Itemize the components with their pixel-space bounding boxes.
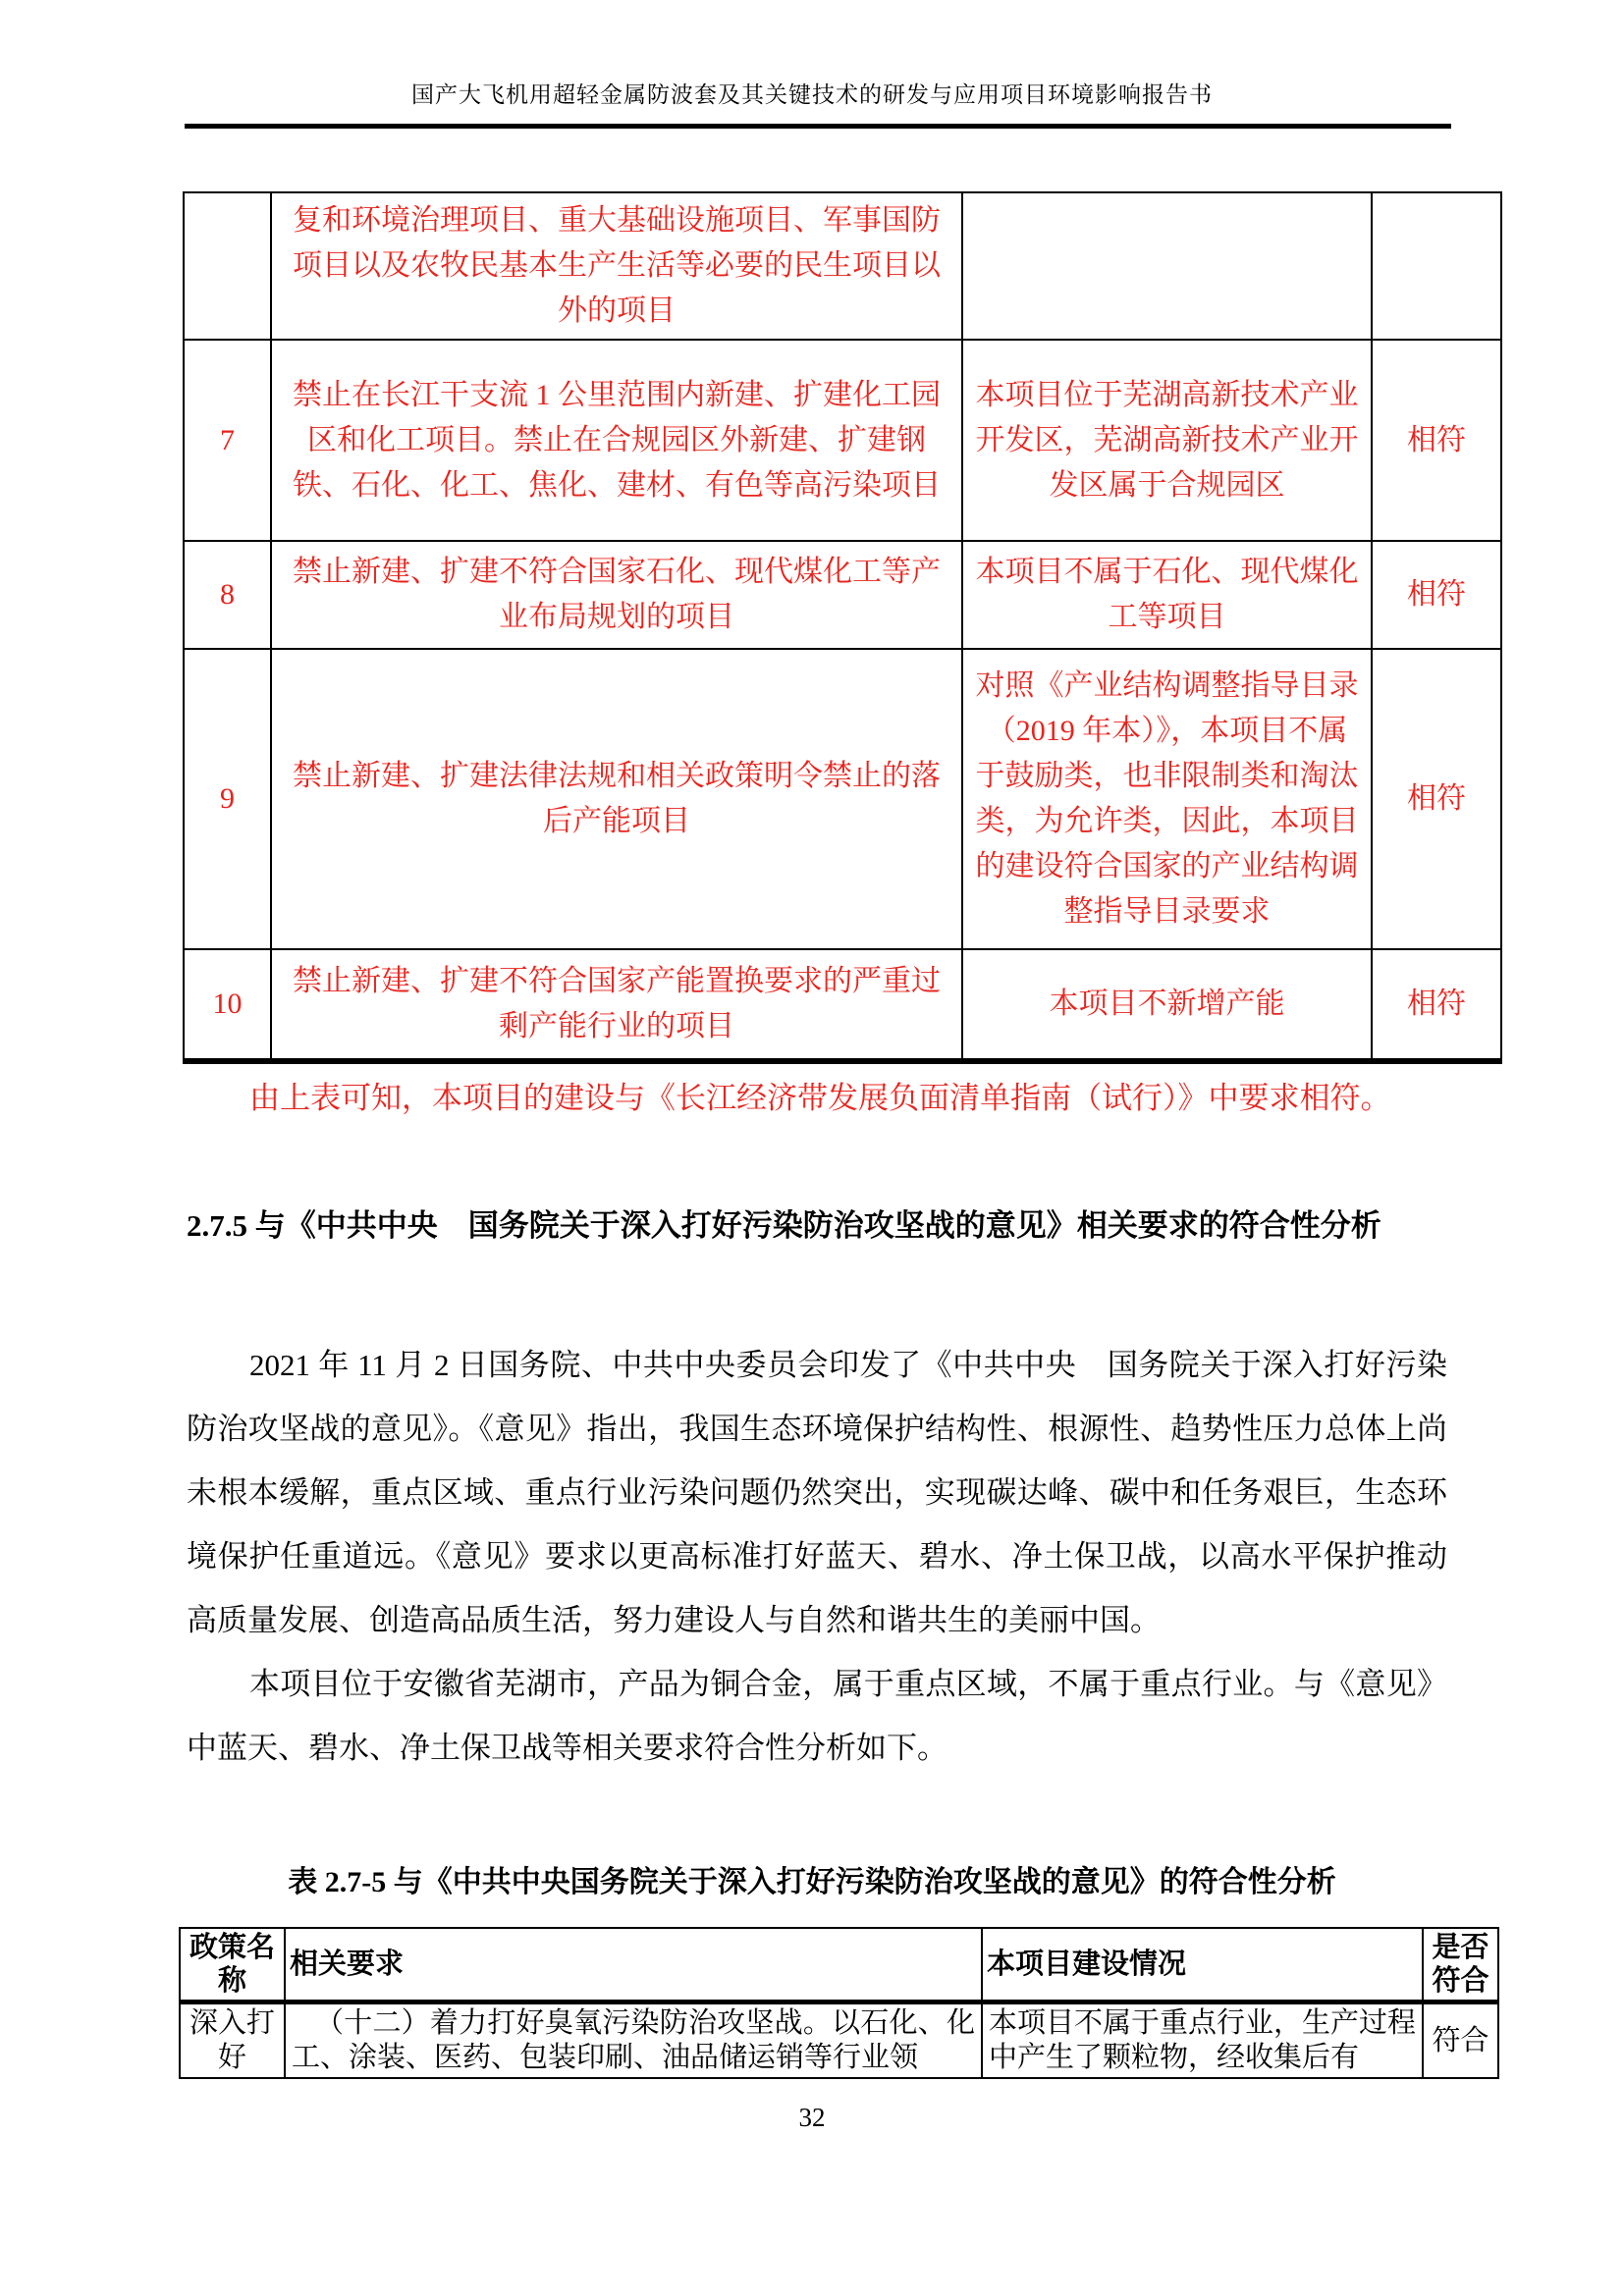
situation-cell: 本项目位于芜湖高新技术产业开发区，芜湖高新技术产业开发区属于合规园区: [962, 340, 1372, 541]
situation-cell: 本项目不属于重点行业，生产过程中产生了颗粒物，经收集后有: [982, 2002, 1423, 2079]
section-body: [187, 1333, 1447, 1780]
row-number-cell: 10: [184, 949, 271, 1061]
conformity-header: 是否符合: [1423, 1928, 1498, 2002]
table-row: [180, 2002, 1498, 2079]
conformity-cell: 符合: [1423, 2002, 1498, 2079]
conclusion-note: 由上表可知，本项目的建设与《长江经济带发展负面清单指南（试行）》中要求相符。: [249, 1081, 1391, 1115]
requirement-header: 相关要求: [285, 1928, 982, 2002]
body-paragraph-2: 本项目位于安徽省芜湖市，产品为铜合金，属于重点区域，不属于重点行业。与《意见》中蓝天、碧水、净土保卫战等相关要求符合性分析如下。: [187, 1667, 1447, 1765]
requirement-cell: 禁止在长江干支流 1 公里范围内新建、扩建化工园区和化工项目。禁止在合规园区外新建、扩建钢铁、石化、化工、焦化、建材、有色等高污染项目: [271, 340, 962, 541]
situation-cell: 本项目不属于石化、现代煤化工等项目: [962, 541, 1372, 649]
situation-cell: [962, 192, 1372, 340]
conformity-cell: 相符: [1372, 949, 1501, 1061]
table-row: [184, 949, 1501, 1061]
table-row: [184, 541, 1501, 649]
requirement-cell: 复和环境治理项目、重大基础设施项目、军事国防项目以及农牧民基本生产生活等必要的民生项目以外的项目: [271, 192, 962, 340]
conformity-cell: 相符: [1372, 340, 1501, 541]
page-number: 32: [798, 2103, 826, 2132]
conformity-cell: 相符: [1372, 541, 1501, 649]
requirement-cell: （十二）着力打好臭氧污染防治攻坚战。以石化、化工、涂装、医药、包装印刷、油品储运销等行业领: [285, 2002, 982, 2079]
header-rule-divider: [185, 124, 1451, 129]
table-header-row: [180, 1928, 1498, 2002]
conformity-cell: 相符: [1372, 649, 1501, 949]
requirement-cell: 禁止新建、扩建不符合国家产能置换要求的严重过剩产能行业的项目: [271, 949, 962, 1061]
section-heading: 2.7.5 与《中共中央 国务院关于深入打好污染防治攻坚战的意见》相关要求的符合性分析: [187, 1208, 1381, 1243]
row-number-cell: 9: [184, 649, 271, 949]
policy-name-cell: 深入打好: [180, 2002, 285, 2079]
situation-cell: 本项目不新增产能: [962, 949, 1372, 1061]
conformity-cell: [1372, 192, 1501, 340]
row-number-cell: 8: [184, 541, 271, 649]
situation-cell: 对照《产业结构调整指导目录（2019 年本）》，本项目不属于鼓励类，也非限制类和淘汰类，为允许类，因此，本项目的建设符合国家的产业结构调整指导目录要求: [962, 649, 1372, 949]
table-caption: 表 2.7-5 与《中共中央国务院关于深入打好污染防治攻坚战的意见》的符合性分析: [288, 1866, 1336, 1898]
table-row: [184, 192, 1501, 340]
page-header-title: 国产大飞机用超轻金属防波套及其关键技术的研发与应用项目环境影响报告书: [411, 82, 1213, 107]
requirement-cell: 禁止新建、扩建法律法规和相关政策明令禁止的落后产能项目: [271, 649, 962, 949]
policy-name-header: 政策名称: [180, 1928, 285, 2002]
table-row: [184, 340, 1501, 541]
situation-header: 本项目建设情况: [982, 1928, 1423, 2002]
requirement-cell: 禁止新建、扩建不符合国家石化、现代煤化工等产业布局规划的项目: [271, 541, 962, 649]
negative-list-table: [183, 191, 1502, 1064]
row-number-cell: 7: [184, 340, 271, 541]
compliance-table: [179, 1927, 1499, 2079]
body-paragraph-1: 2021 年 11 月 2 日国务院、中共中央委员会印发了《中共中央 国务院关于深入打好污染防治攻坚战的意见》。《意见》指出，我国生态环境保护结构性、根源性、趋势性压力总体上尚未根本缓解，重点区域、重点行业污染问题仍然突出，实现碳达峰、碳中和任务艰巨，生态环境保护任重道远。《意见》要求以更高标准打好蓝天、碧水、净土保卫战，以高水平保护推动高质量发展、创造高品质生活，努力建设人与自然和谐共生的美丽中国。: [187, 1348, 1447, 1637]
table-row: [184, 649, 1501, 949]
row-number-cell: [184, 192, 271, 340]
